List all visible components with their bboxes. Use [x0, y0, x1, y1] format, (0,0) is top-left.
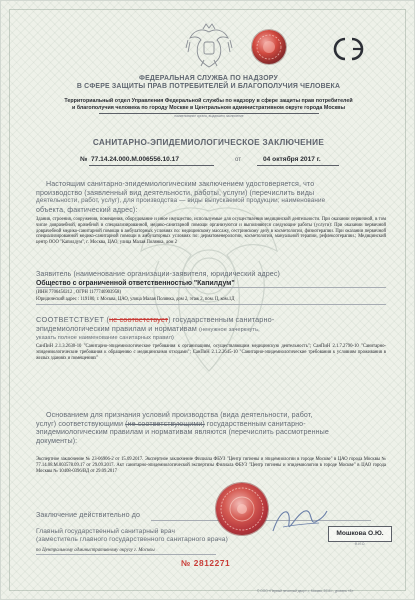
applicant-name: Общество с ограниченной ответственностью "Капилдум" [36, 280, 235, 287]
doc-from-label: от [235, 157, 241, 163]
stamp-pattern-icon [216, 483, 268, 535]
intro-paragraph [36, 180, 386, 215]
conformity-word-no: не соответствует [109, 315, 169, 324]
form-serial-number: 2812271 [193, 558, 231, 568]
department-block [21, 98, 396, 113]
form-serial [181, 558, 230, 568]
conformity-line-2-hint: (ненужное зачеркнуть, [198, 327, 260, 333]
department-caption: наименование органа, выдавшего заключение [174, 114, 244, 118]
signer-caption: Ф.И.О. [354, 542, 366, 546]
agency-line-2: В СФЕРЕ ЗАЩИТЫ ПРАВ ПОТРЕБИТЕЛЕЙ И БЛАГОПОЛУЧИЯ ЧЕЛОВЕКА [76, 83, 341, 91]
sanitary-service-logo-icon [331, 35, 371, 63]
activity-description: Здания, строения, сооружения, помещения, оборудование и иное имущество, используемые для осуществления медицинской деятельности. При оказании первичной, в том числе доврачебной, врачебной и специализированной, медико-санитарной помощи организуются и выполняются следующие работы (услуги): При оказании первичной доврачебной медико-санитарной помощи в амбулаторных условиях по: медицинскому массажу, сестринскому делу в косметологии, физиотерапии. При оказании первичной специализированной медико-санитарной помощи в амбулаторных условиях по: дерматовенерологии, косметологии, мануальной терапии, рефлексотерапии.; Медицинский центр ООО "Капилдум", г. Москва, ЦАО, улица Малая Полянка, дом 2 [36, 217, 386, 246]
basis-line-2b: государственным санитарно- [206, 419, 306, 428]
conformity-rest-line-1: государственным санитарно- [172, 315, 275, 324]
conformity-line-3: указать полное наименование санитарных правил) [36, 335, 174, 341]
hologram-pattern-icon [252, 30, 286, 64]
printer-footer: © ООО «Первый печатный двор», г. Москва, 2016 г., уровень «Б» [257, 589, 354, 593]
basis-line-3: эпидемиологическим правилам и нормативам являются (перечислить рассмотренные [36, 428, 329, 437]
doc-date: 04 октября 2017 г. [263, 156, 321, 163]
conformity-paragraph [36, 315, 386, 342]
conformity-line-2-main: эпидемиологическим правилам и нормативам [36, 324, 197, 333]
doc-number-underline [89, 165, 214, 166]
intro-line-2: производство (заявленный вид деятельности, работы, услуги) (перечислить виды [36, 188, 315, 197]
hologram-seal-top [252, 30, 286, 64]
signature-scribble-icon [269, 501, 329, 541]
basis-line-1: Основанием для признания условий производства (вида деятельности, работ, [46, 411, 313, 419]
conformity-standards: СанПиН 2.1.3.2630-10 "Санитарно-эпидемиологические требования к организациям, осуществляющим медицинскую деятельность"; СанПиН 2.1.7.2790-10 "Санитарно-эпидемиологические требования к обращению с медицинскими отходами"; СанПиН 2.1.2.2645-10 "Санитарно-эпидемиологические требования к условиям проживания в жилых зданиях и помещениях" [36, 344, 386, 361]
basis-line-2 [36, 420, 386, 429]
conformity-line-2 [36, 324, 386, 335]
signer-name: Мошкова О.Ю. [336, 530, 384, 537]
form-serial-prefix: № [181, 558, 191, 568]
agency-line-1: ФЕДЕРАЛЬНАЯ СЛУЖБА ПО НАДЗОРУ [139, 75, 278, 82]
basis-line-4: документы): [36, 437, 78, 446]
chief-location-underline [36, 554, 216, 555]
intro-line-4: объекта, фактический адрес): [36, 206, 138, 215]
intro-line-3: деятельности, работ, услуг), для производства — виды выпускаемой продукции; наименование [36, 197, 326, 205]
basis-line-2a: услуг) соответствующими [36, 419, 124, 428]
chief-line-2: (заместитель главного государственного санитарного врача) [36, 536, 228, 544]
applicant-caption: Заявитель (наименование организации-заявителя, юридический адрес) [36, 270, 280, 278]
valid-until-caption: Заключение действительно до [36, 511, 141, 519]
department-line-1: Территориальный отдел Управления Федеральной службы по надзору в сфере защиты прав потребителей [64, 98, 353, 104]
coat-of-arms-icon [184, 22, 234, 70]
basis-line-2-strike: (не соответствующими) [125, 419, 205, 428]
doc-number: 77.14.24.000.М.006556.10.17 [91, 156, 179, 163]
applicant-address: Юридический адрес : 119180, г. Москва, ЦАО, улица Малая Полянка, дом 2, этаж 2, пом. II, ком.1Д [36, 297, 235, 302]
agency-heading [41, 75, 376, 92]
chief-line-1: Главный государственный санитарный врач [36, 528, 176, 535]
basis-documents: Экспертное заключение № 23-06906-2 от 15.09.2017. Экспертное заключение Филиала ФБУЗ "Центр гигиены и эпидемиологии в городе Москве" в ЦАО города Москвы № 77.14.08.М.003578.09.17 от 29.09.2017. Акт санитарно-эпидемиологической экспертизы Филиала ФБУЗ "Центр гигиены и эпидемиологии в городе Москве" в ЦАО города Москвы № 10408-0396/ВД от 29.09.2017 [36, 457, 386, 474]
doc-date-underline [257, 165, 339, 166]
applicant-underline-1 [36, 287, 386, 288]
basis-paragraph [36, 411, 386, 446]
document-title: САНИТАРНО-ЭПИДЕМИОЛОГИЧЕСКОЕ ЗАКЛЮЧЕНИЕ [92, 138, 325, 147]
chief-location: по Центральному административному округу г. Москвы [36, 548, 155, 553]
department-line-2: и благополучия человека по городу Москве в Центральном административном округе города Москвы [71, 105, 346, 112]
conformity-word-yes: СООТВЕТСТВУЕТ [36, 315, 105, 324]
signer-name-box [328, 526, 392, 542]
applicant-underline-2 [36, 304, 386, 305]
intro-line-1: Настоящим санитарно-эпидемиологическим заключением удостоверяется, что [46, 180, 315, 188]
applicant-ids: (ИНН 7706450212 , ОГРН 1177746903958) [36, 290, 121, 295]
official-stamp [216, 483, 268, 535]
conformity-line-1: СООТВЕТСТВУЕТ (не соответствует) государственным санитарно- [36, 315, 275, 324]
doc-number-prefix: № [80, 156, 88, 163]
